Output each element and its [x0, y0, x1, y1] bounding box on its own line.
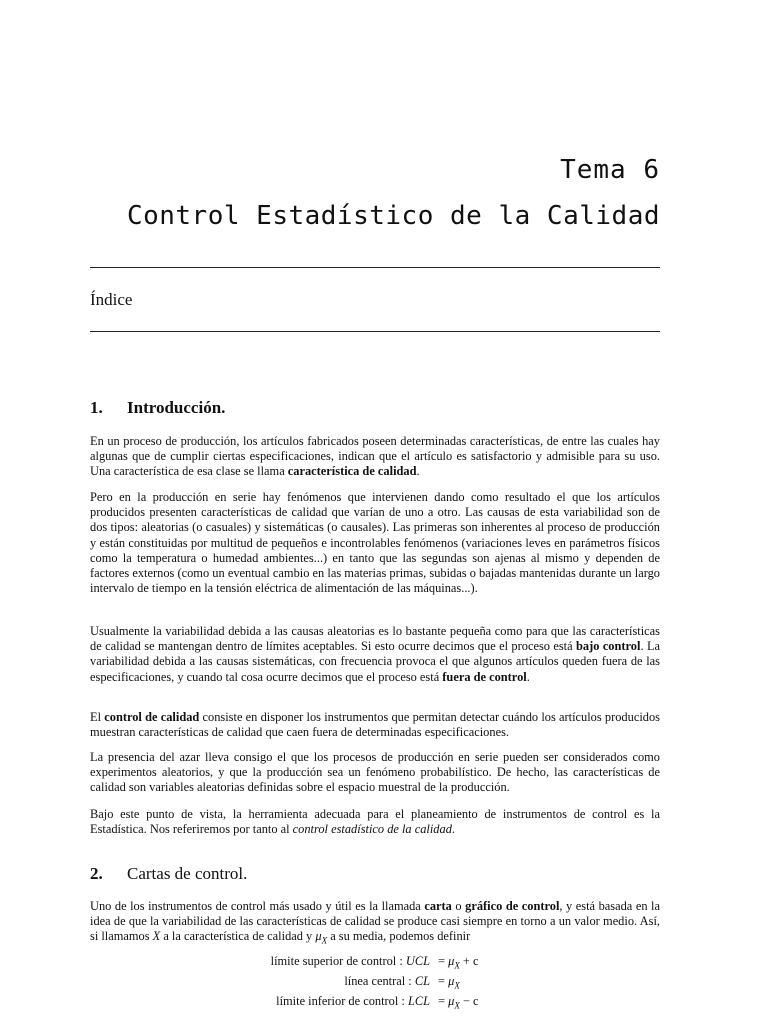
bottom-rule: [90, 331, 660, 332]
formula-label-text: límite inferior de control :: [276, 994, 408, 1008]
math-symbol: μ: [448, 954, 455, 968]
math-symbol: X: [152, 929, 161, 944]
bold-term: característica de calidad: [287, 464, 417, 479]
math-symbol: μ: [315, 929, 322, 944]
math-symbol: μ: [448, 994, 455, 1008]
paragraph: [90, 807, 660, 837]
formula-row-cl: [250, 974, 479, 994]
formula-rhs: = $\mu_X$: [438, 974, 460, 991]
formula-rest: − c: [459, 994, 479, 1008]
formula-label-text: línea central :: [344, 974, 415, 988]
bold-term: gráfico de control: [465, 899, 560, 913]
section-number: 1.: [90, 398, 103, 417]
formula-rhs: = $\mu_X - c$: [438, 994, 479, 1011]
text-run: Usualmente la variabilidad debida a las causas aleatorias es lo bastante pequeña como para que las características de calidad se mantengan dentro de límites aceptables. Si esto ocurre decimos que el proceso está: [90, 624, 660, 654]
formula-row-lcl: [250, 994, 479, 1014]
formula-rest: + c: [459, 954, 479, 968]
text-run: Uno de los instrumentos de control más usado y útil es la llamada: [90, 899, 425, 913]
text-run: El: [90, 710, 105, 724]
bold-term: control de calidad: [104, 710, 200, 724]
paragraph: [90, 710, 660, 740]
top-rule: [90, 267, 660, 268]
bold-term: carta: [424, 899, 452, 913]
paragraph: Pero en la producción en serie hay fenómenos que intervienen dando como resultado el que los artículos producidos presenten características de calidad que varían de uno a otro. Las causas de esta variabilidad son de dos tipos: aleatorias (o casuales) y sistemáticas (o causales). Las primeras son inherentes al proceso de producción y están constituidas por multitud de pequeños e incontrolables fenómenos (variaciones leves en parámetros físicos como la temperatura o humedad ambientes...) en tanto que las segundas son ajenas al mismo y dependen de factores externos (como un eventual cambio en las materias primas, subidas o bajadas mantenidas durante un largo intervalo de tiempo en la tensión eléctrica de alimentación de las máquinas...).: [90, 490, 660, 596]
text-run: a la característica de calidad y: [160, 929, 316, 944]
paragraph: [90, 434, 660, 480]
text-run: consiste en disponer los instrumentos que permitan detectar cuándo los artículos producidos muestran características de calidad que caen fuera de determinadas especificaciones.: [90, 710, 660, 740]
text-run: .: [526, 669, 530, 684]
text-run: , y está basada en la idea de que la variabilidad de las características de calidad se produce casi siempre en torno a un valor medio. Así, si llamamos: [90, 899, 660, 944]
formula-label: [250, 954, 430, 969]
math-subscript: X: [454, 1000, 460, 1011]
italic-term: control estadístico de la calidad: [292, 822, 452, 837]
bold-term: fuera de control: [442, 669, 527, 684]
math-subscript: X: [321, 935, 328, 946]
formula-rhs: = $\mu_X + c$: [438, 954, 479, 971]
math-subscript: X: [454, 980, 460, 991]
formula-symbol: LCL: [407, 994, 430, 1008]
text-run: Bajo este punto de vista, la herramienta adecuada para el planeamiento de instrumentos de control es la Estadística. Nos referiremos por tanto al: [90, 807, 660, 837]
section-heading-1: [90, 398, 225, 418]
paragraph: La presencia del azar lleva consigo el que los procesos de producción en serie pueden ser considerados como experimentos aleatorios, y que la producción sea un fenómeno probabilístico. De hecho, las características de calidad son variables aleatorias definidas sobre el espacio muestral de la producción.: [90, 750, 660, 795]
control-limits-formula: [250, 954, 479, 1014]
math-subscript: X: [454, 960, 460, 971]
paragraph: [90, 899, 660, 949]
section-heading-2: [90, 864, 247, 884]
text-run: o: [451, 899, 466, 913]
chapter-title: Control Estadístico de la Calidad: [126, 201, 660, 231]
section-title: Cartas de control.: [127, 864, 248, 883]
text-run: . La variabilidad debida a las causas sistemáticas, con frecuencia provoca el que algunos artículos queden fuera de las especificaciones, y cuando tal cosa ocurre decimos que el proceso está: [90, 639, 661, 684]
section-title: Introducción.: [127, 398, 226, 417]
section-number: 2.: [90, 864, 103, 883]
formula-row-ucl: [250, 954, 479, 974]
formula-symbol: CL: [414, 974, 430, 988]
formula-label: [250, 994, 430, 1009]
formula-label: [250, 974, 430, 989]
math-symbol: μ: [448, 974, 455, 988]
text-run: .: [451, 822, 456, 837]
chapter-number: Tema 6: [560, 155, 660, 185]
formula-symbol: UCL: [405, 954, 430, 968]
text-run: .: [416, 464, 420, 479]
bold-term: bajo control: [576, 639, 641, 654]
text-run: a su media, podemos definir: [327, 929, 471, 944]
paragraph: [90, 624, 660, 685]
index-title: Índice: [90, 290, 133, 309]
text-run: En un proceso de producción, los artículos fabricados poseen determinadas características, de entre las cuales hay algunas que de cumplir ciertas especificaciones, indican que el artículo es satisfactorio y admisible para su uso. Una característica de esa clase se llama: [90, 434, 660, 479]
formula-label-text: límite superior de control :: [270, 954, 406, 968]
